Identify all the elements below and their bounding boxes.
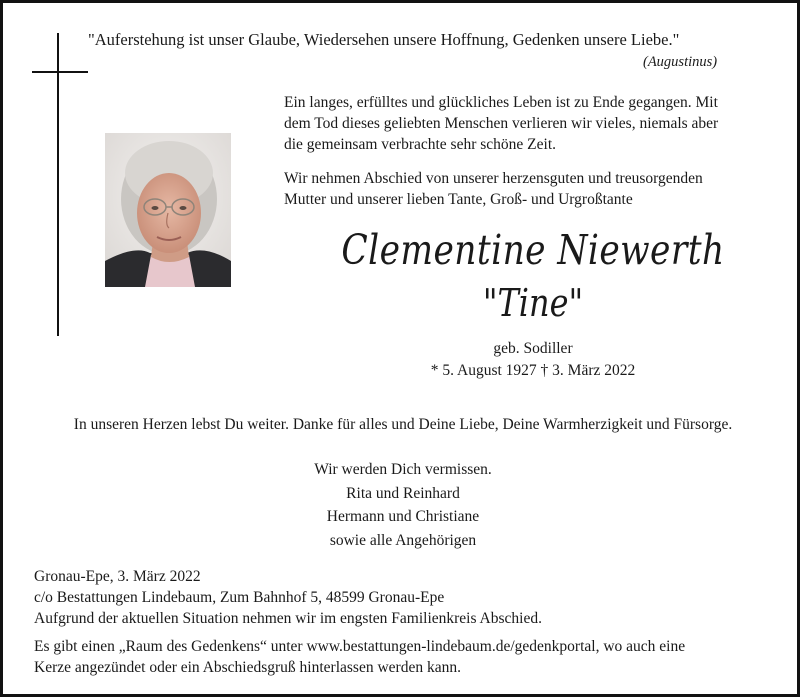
mourner-line: sowie alle Angehörigen	[329, 531, 477, 549]
cross-icon-horizontal	[32, 71, 88, 73]
mourner-line: Wir werden Dich vermissen.	[314, 461, 492, 478]
intro-line: die gemeinsam verbrachte sehr schöne Zeit.	[284, 136, 556, 153]
portrait-image	[105, 133, 231, 287]
life-dates: * 5. August 1927 † 3. März 2022	[430, 362, 636, 379]
intro-line: Wir nehmen Abschied von unserer herzensguten und treusorgenden	[284, 170, 703, 187]
mourners-list	[3, 458, 800, 552]
portrait-photo	[105, 133, 231, 287]
memorial-info	[34, 636, 685, 678]
quote-text: "Auferstehung ist unser Glaube, Wiedersehen unsere Hoffnung, Gedenken unsere Liebe."	[88, 30, 680, 49]
place-date: Gronau-Epe, 3. März 2022	[34, 568, 201, 585]
intro-paragraph-2	[284, 168, 774, 210]
deceased-name: Clementine Niewerth	[341, 226, 725, 274]
mourner-line: Rita und Reinhard	[346, 484, 460, 502]
intro-paragraph-1	[284, 92, 774, 155]
intro-line: Mutter und unserer lieben Tante, Groß- und Urgroßtante	[284, 191, 633, 208]
quote-source: (Augustinus)	[643, 54, 718, 70]
deceased-nickname: "Tine"	[482, 281, 584, 325]
footer-notice: Aufgrund der aktuellen Situation nehmen wir im engsten Familienkreis Abschied.	[34, 610, 542, 627]
intro-line: Ein langes, erfülltes und glückliches Leben ist zu Ende gegangen. Mit	[284, 94, 718, 111]
intro-line: dem Tod dieses geliebten Menschen verlieren wir vieles, niemals aber	[284, 115, 719, 132]
cross-icon-vertical	[57, 33, 59, 336]
farewell-text: In unseren Herzen lebst Du weiter. Danke für alles und Deine Liebe, Deine Warmherzigkeit und Fürsorge.	[73, 416, 733, 433]
memorial-line: Es gibt einen „Raum des Gedenkens“ unter www.bestattungen-lindebaum.de/gedenkportal, wo auch eine	[34, 638, 686, 655]
mourner-line: Hermann und Christiane	[326, 508, 480, 525]
footer-place-address	[34, 566, 444, 608]
funeral-home-address: c/o Bestattungen Lindebaum, Zum Bahnhof 5, 48599 Gronau-Epe	[34, 589, 445, 606]
memorial-line: Kerze angezündet oder ein Abschiedsgruß hinterlassen werden kann.	[34, 659, 461, 676]
birth-name: geb. Sodiller	[493, 340, 573, 357]
